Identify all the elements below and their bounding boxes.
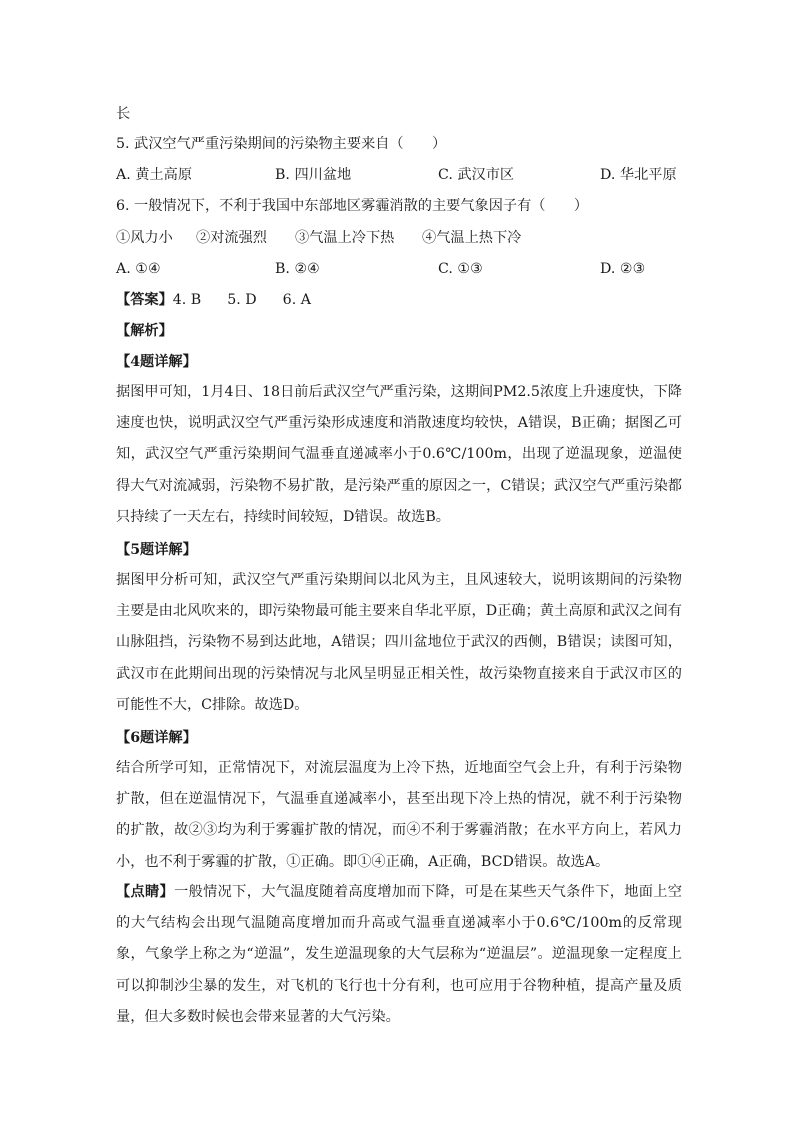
answer-6: 6. A [282, 292, 311, 308]
key-point [116, 877, 682, 1033]
question-6-factor-1: ①风力小 [116, 230, 173, 246]
question-5-option-d: D. 华北平原 [600, 167, 677, 183]
question-4-detail-text: 据图甲可知，1月4日、18日前后武汉空气严重污染，这期间PM2.5浓度上升速度快，下降速度也快，说明武汉空气严重污染形成速度和消散速度均较快，A错误，B正确；据图乙可知，武汉空气严重污染期间气温垂直递减率小于0.6℃/100m，出现了逆温现象，逆温使得大气对流减弱，污染物不易扩散，是污染严重的原因之一，C错误；武汉空气严重污染都只持续了一天左右，持续时间较短，D错误。故选B。 [116, 384, 682, 525]
question-5-option-c: C. 武汉市区 [438, 167, 515, 183]
question-6-option-b: B. ②④ [275, 261, 320, 277]
answer-row [116, 290, 311, 310]
analysis-label: 【解析】 [116, 323, 173, 339]
question-5-detail-text: 据图甲分析可知，武汉空气严重污染期间以北风为主，且风速较大，说明该期间的污染物主要是由北风吹来的，即污染物最可能主要来自华北平原，D正确；黄土高原和武汉之间有山脉阻挡，污染物不易到达此地，A错误；四川盆地位于武汉的西侧，B错误；读图可知，武汉市在此期间出现的污染情况与北风呈明显正相关性，故污染物直接来自于武汉市区的可能性不大，C排除。故选D。 [116, 572, 682, 713]
question-6-option-d: D. ②③ [600, 261, 646, 277]
answer-4: 4. B [172, 292, 202, 308]
question-6-factor-4: ④气温上热下冷 [422, 230, 522, 246]
question-6-detail-text: 结合所学可知，正常情况下，对流层温度为上冷下热，近地面空气会上升，有利于污染物扩散，但在逆温情况下，气温垂直递减率小，甚至出现下冷上热的情况，就不利于污染物的扩散，故②③均为利于雾霾扩散的情况，而④不利于雾霾消散；在水平方向上，若风力小，也不利于雾霾的扩散，①正确。即①④正确，A正确，BCD错误。故选A。 [116, 760, 682, 870]
question-6-option-a: A. ①④ [116, 261, 161, 277]
question-6-stem: 6. 一般情况下，不利于我国中东部地区雾霾消散的主要气象因子有（ ） [116, 198, 589, 214]
question-6-factor-3: ③气温上冷下热 [295, 230, 395, 246]
answer-label: 【答案】 [116, 292, 173, 308]
question-5-option-b: B. 四川盆地 [275, 167, 352, 183]
key-point-text: 一般情况下，大气温度随着高度增加而下降，可是在某些天气条件下，地面上空的大气结构会出现气温随高度增加而升高或气温垂直递减率小于0.6℃/100m的反常现象，气象学上称之为“逆温”，发生逆温现象的大气层称为“逆温层”。逆温现象一定程度上可以抑制沙尘暴的发生，对飞机的飞行也十分有利，也可应用于谷物种植，提高产量及质量，但大多数时候也会带来显著的大气污染。 [116, 884, 682, 1025]
top-fragment: 长 [116, 106, 131, 122]
question-6-detail-heading: 【6题详解】 [116, 730, 197, 746]
answer-5: 5. D [227, 292, 257, 308]
key-point-heading: 【点睛】 [116, 884, 175, 900]
question-6-factor-2: ②对流强烈 [196, 230, 267, 246]
question-5-option-a: A. 黄土高原 [116, 167, 193, 183]
question-4-detail-heading: 【4题详解】 [116, 354, 197, 370]
question-6-option-c: C. ①③ [438, 261, 483, 277]
question-5-stem: 5. 武汉空气严重污染期间的污染物主要来自（ ） [116, 136, 447, 152]
question-5-detail-heading: 【5题详解】 [116, 542, 197, 558]
